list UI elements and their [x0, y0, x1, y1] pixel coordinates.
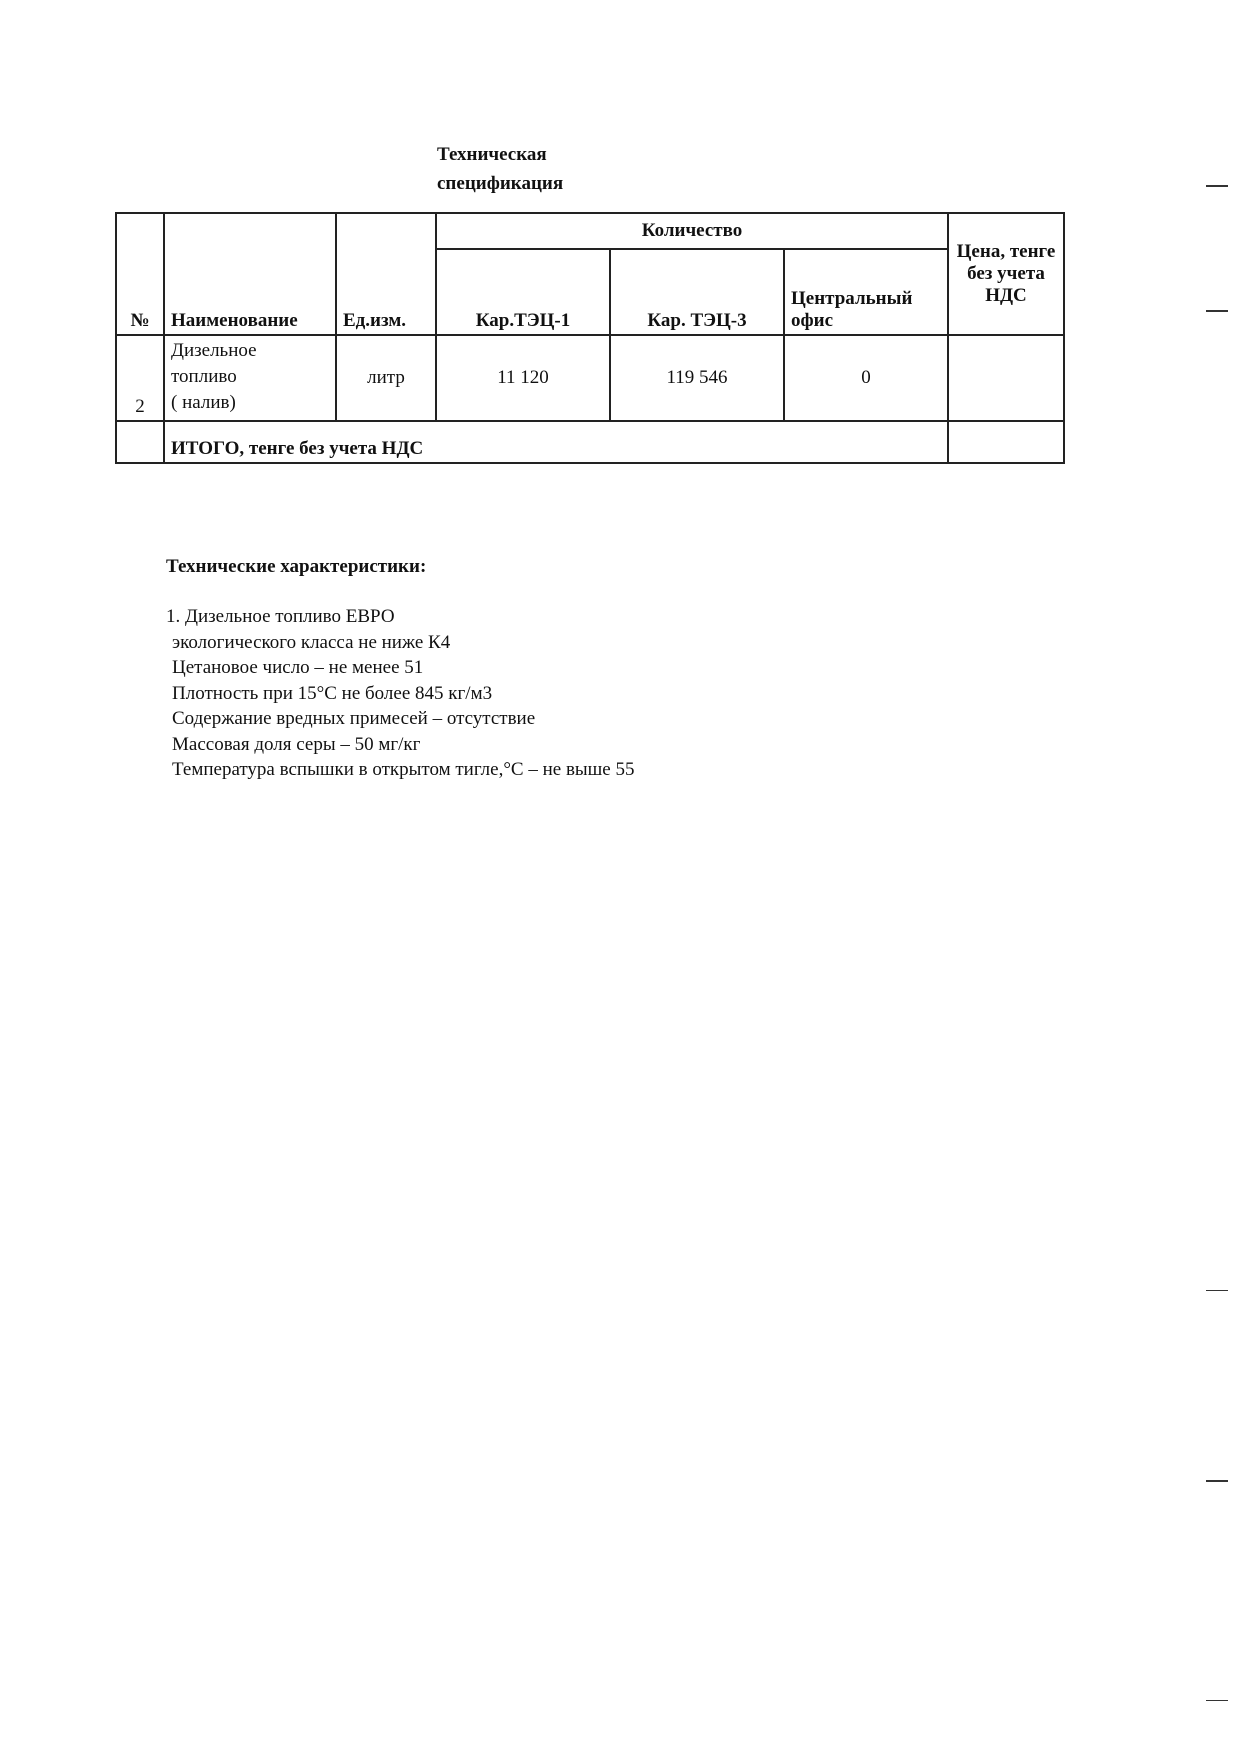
cell-name-line-2: топливо — [171, 366, 237, 387]
scan-artifact — [1206, 310, 1228, 312]
list-item: Температура вспышки в открытом тигле,°С – не выше 55 — [172, 759, 635, 780]
cell-name-line-1: Дизельное — [171, 340, 257, 361]
header-central-office: Центральный офис — [784, 249, 948, 335]
header-price: Цена, тенге без учета НДС — [948, 213, 1064, 335]
header-kar-tec1: Кар.ТЭЦ-1 — [436, 249, 610, 335]
header-unit: Ед.изм. — [336, 213, 436, 335]
cell-kar-tec1: 11 120 — [436, 335, 610, 421]
characteristics-list — [166, 604, 635, 783]
scan-artifact — [1206, 1480, 1228, 1482]
header-name: Наименование — [164, 213, 336, 335]
header-number: № — [116, 213, 164, 335]
total-empty-cell — [116, 421, 164, 463]
list-item: Содержание вредных примесей – отсутствие — [172, 708, 536, 729]
cell-central-office: 0 — [784, 335, 948, 421]
title-line-1: Техническая — [437, 144, 547, 165]
total-label: ИТОГО, тенге без учета НДС — [164, 421, 948, 463]
table-row — [116, 335, 1064, 421]
table-header-row-1 — [116, 213, 1064, 249]
cell-name-line-3: ( налив) — [171, 392, 236, 413]
list-item: Цетановое число – не менее 51 — [172, 657, 424, 678]
list-item: Массовая доля серы – 50 мг/кг — [172, 733, 421, 755]
list-item: Плотность при 15°С не более 845 кг/м3 — [172, 682, 493, 704]
title-line-2: спецификация — [437, 173, 564, 194]
scan-artifact — [1206, 1700, 1228, 1701]
total-value-cell — [948, 421, 1064, 463]
cell-kar-tec3: 119 546 — [610, 335, 784, 421]
table-total-row — [116, 421, 1064, 463]
list-item: 1. Дизельное топливо ЕВРО — [166, 606, 395, 627]
list-item: экологического класса не ниже К4 — [172, 631, 451, 653]
cell-price — [948, 335, 1064, 421]
scan-artifact — [1206, 185, 1228, 187]
cell-name — [164, 335, 336, 421]
technical-characteristics — [166, 556, 635, 783]
scan-artifact — [1206, 1290, 1228, 1291]
header-kar-tec3: Кар. ТЭЦ-3 — [610, 249, 784, 335]
cell-number: 2 — [116, 335, 164, 421]
specification-table — [115, 212, 1065, 464]
header-quantity: Количество — [436, 213, 948, 249]
cell-unit: литр — [336, 335, 436, 421]
characteristics-heading: Технические характеристики: — [166, 556, 427, 577]
document-title — [437, 140, 563, 198]
